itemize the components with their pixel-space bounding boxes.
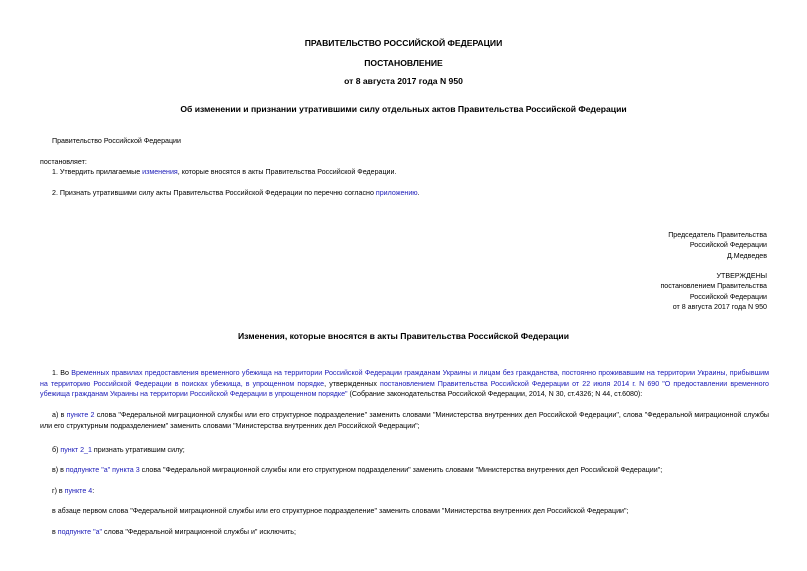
subitem-b-text-start: б) — [52, 446, 61, 454]
item-2-text-start: 2. Признать утратившими силу акты Правительства Российской Федерации по перечню согласно — [52, 189, 376, 197]
subitem-g-text-start: г) в — [52, 487, 65, 495]
subclause-a-text-start: в — [52, 528, 58, 536]
subitem-v — [52, 465, 662, 476]
signature-position: Председатель Правительства — [668, 231, 767, 239]
signature-country: Российской Федерации — [689, 241, 767, 250]
subitem-b — [52, 445, 185, 456]
p1-text-middle: , утвержденных — [324, 379, 380, 388]
subitem-g — [52, 486, 94, 497]
subclause-a-text-end: слова "Федеральной миграционной службы и" исключить; — [102, 528, 296, 536]
clause-2-1-link[interactable]: пункт 2_1 — [60, 446, 92, 454]
subitem-g-paragraph-1: в абзаце первом слова "Федеральной миграционной службы или его структурное подразделение" заменить словами "Министерства внутренних дел Российской Федерации"; — [52, 507, 629, 515]
item-2-text-end: . — [417, 189, 420, 197]
changes-title: Изменения, которые вносятся в акты Правительства Российской Федерации — [237, 331, 569, 341]
subitem-g-text-end: : — [92, 487, 95, 495]
clause-2-link[interactable]: пункте 2 — [66, 411, 95, 419]
approval-title: УТВЕРЖДЕНЫ — [716, 272, 767, 280]
subclause-a-link[interactable]: подпункте "а" — [57, 528, 103, 536]
document-title: Об изменении и признании утратившими силу отдельных актов Правительства Российской Федерации — [180, 104, 627, 114]
item-2 — [52, 188, 420, 199]
doc-type-heading: ПОСТАНОВЛЕНИЕ — [364, 58, 443, 68]
p1-text-start: 1. Во — [52, 369, 72, 377]
subitem-v-text-end: слова "Федеральной миграционной службы или его структурном подразделении" заменить словами "Министерства внутренних дел Российской Федерации"; — [139, 466, 663, 474]
changes-paragraph-1 — [40, 368, 769, 400]
preamble-resolves: постановляет: — [40, 158, 87, 166]
p1-text-end: (Собрание законодательства Российской Федерации, 2014, N 30, ст.4326; N 44, ст.6080): — [347, 390, 643, 399]
resolution-690-link[interactable]: постановлением Правительства Российской Федерации от 22 июля 2014 г. N 690 "О предоставлении временного убежища гражданам Украины на территории Российской Федерации в упрощенном порядке" — [40, 379, 769, 399]
clause-4-link[interactable]: пункте 4 — [64, 487, 93, 495]
item-1 — [52, 167, 396, 178]
temporary-rules-link[interactable]: Временных правилах предоставления временного убежища на территории Российской Федерации гражданам Украины и лицам без гражданства, постоянно проживавшим на территории Украины, прибывшим на территорию Российской Федерации в поисках убежища, в упрощенном порядке — [40, 369, 770, 388]
subclause-a-clause-3-link[interactable]: подпункте "а" пункта 3 — [65, 466, 140, 474]
government-heading: ПРАВИТЕЛЬСТВО РОССИЙСКОЙ ФЕДЕРАЦИИ — [304, 38, 503, 48]
approval-by: постановлением Правительства — [660, 282, 767, 291]
approval-date: от 8 августа 2017 года N 950 — [672, 302, 767, 311]
changes-link[interactable]: изменения — [142, 168, 178, 176]
subitem-b-text-end: признать утратившим силу; — [91, 446, 185, 454]
preamble-subject: Правительство Российской Федерации — [52, 137, 181, 145]
subitem-g-subclause-a — [52, 527, 296, 538]
item-1-text-end: , которые вносятся в акты Правительства Российской Федерации. — [177, 168, 397, 176]
subitem-a-text-start: а) в — [52, 411, 67, 419]
approval-country: Российской Федерации — [689, 292, 767, 301]
date-number-heading: от 8 августа 2017 года N 950 — [344, 76, 463, 86]
signature-name: Д.Медведев — [726, 251, 767, 260]
subitem-a — [40, 410, 769, 431]
item-1-text-start: 1. Утвердить прилагаемые — [52, 168, 143, 176]
signature-block — [668, 230, 767, 261]
subitem-a-text-end: слова "Федеральной миграционной службы или его структурное подразделение" заменить словами "Министерства внутренних дел Российской Федерации", слова "Федеральной миграционной службы или его структурным подразделением" заменить словами "Министерства внутренних дел Российской Федерации"; — [40, 411, 769, 430]
approval-block — [660, 271, 767, 312]
subitem-v-text-start: в) в — [52, 466, 66, 474]
appendix-link[interactable]: приложению — [375, 189, 418, 197]
